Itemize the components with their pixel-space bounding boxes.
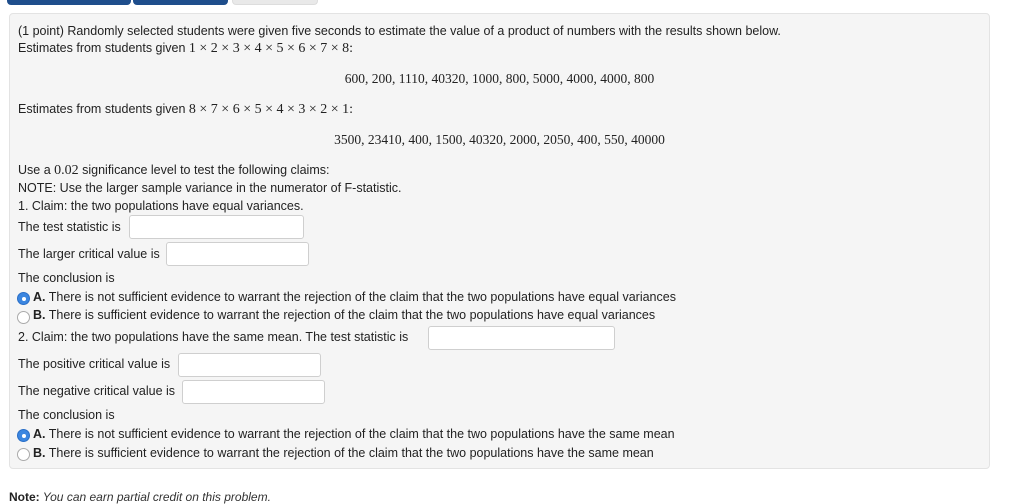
larger-critical-label: The larger critical value is — [18, 247, 160, 261]
part2-test-statistic-input[interactable] — [428, 326, 615, 350]
part2-option-b[interactable]: B. There is sufficient evidence to warrant the rejection of the claim that the two populations have the same mean — [33, 446, 654, 460]
part2-option-b-radio[interactable] — [17, 448, 30, 461]
part2-claim: 2. Claim: the two populations have the same mean. The test statistic is — [18, 330, 409, 344]
problem-panel — [9, 13, 990, 469]
part2-option-a-radio[interactable] — [17, 429, 30, 442]
problem-intro: (1 point) Randomly selected students were given five seconds to estimate the value of a product of numbers with the results shown below. — [18, 24, 781, 38]
group1-product: 1 × 2 × 3 × 4 × 5 × 6 × 7 × 8: — [188, 41, 354, 56]
variance-note: NOTE: Use the larger sample variance in the numerator of F-statistic. — [18, 181, 402, 195]
larger-critical-input[interactable] — [166, 242, 309, 266]
part1-option-b-radio[interactable] — [17, 311, 30, 324]
group2-product: 8 × 7 × 6 × 5 × 4 × 3 × 2 × 1: — [188, 102, 354, 117]
significance-instruction: Use a 0.02 significance level to test the following claims: — [18, 163, 330, 178]
part1-claim: 1. Claim: the two populations have equal variances. — [18, 199, 304, 213]
test-statistic-input[interactable] — [129, 215, 304, 239]
group2-values: 3500, 23410, 400, 1500, 40320, 2000, 2050, 400, 550, 40000 — [334, 132, 665, 147]
part1-option-b[interactable]: B. There is sufficient evidence to warrant the rejection of the claim that the two populations have equal variances — [33, 308, 656, 322]
negative-critical-input[interactable] — [182, 380, 325, 404]
conclusion-label-2: The conclusion is — [18, 408, 115, 422]
problem-tab-1[interactable] — [7, 0, 131, 5]
problem-tab-3[interactable] — [232, 0, 318, 5]
test-statistic-label: The test statistic is — [18, 220, 121, 234]
positive-critical-input[interactable] — [178, 353, 321, 377]
part1-option-a[interactable]: A. There is not sufficient evidence to warrant the rejection of the claim that the two populations have equal variances — [33, 290, 676, 304]
partial-credit-note: Note: You can earn partial credit on this problem. — [9, 490, 271, 504]
part1-option-a-radio[interactable] — [17, 292, 30, 305]
group2-heading: Estimates from students given 8 × 7 × 6 × 5 × 4 × 3 × 2 × 1: — [18, 102, 354, 117]
significance-value: 0.02 — [54, 163, 79, 178]
group1-heading: Estimates from students given 1 × 2 × 3 × 4 × 5 × 6 × 7 × 8: — [18, 41, 354, 56]
part2-option-a[interactable]: A. There is not sufficient evidence to warrant the rejection of the claim that the two populations have the same mean — [33, 427, 675, 441]
negative-critical-label: The negative critical value is — [18, 384, 176, 398]
conclusion-label-1: The conclusion is — [18, 271, 115, 285]
problem-tab-2[interactable] — [133, 0, 228, 5]
positive-critical-label: The positive critical value is — [18, 357, 171, 371]
group1-values: 600, 200, 1110, 40320, 1000, 800, 5000, 4000, 4000, 800 — [344, 71, 655, 86]
